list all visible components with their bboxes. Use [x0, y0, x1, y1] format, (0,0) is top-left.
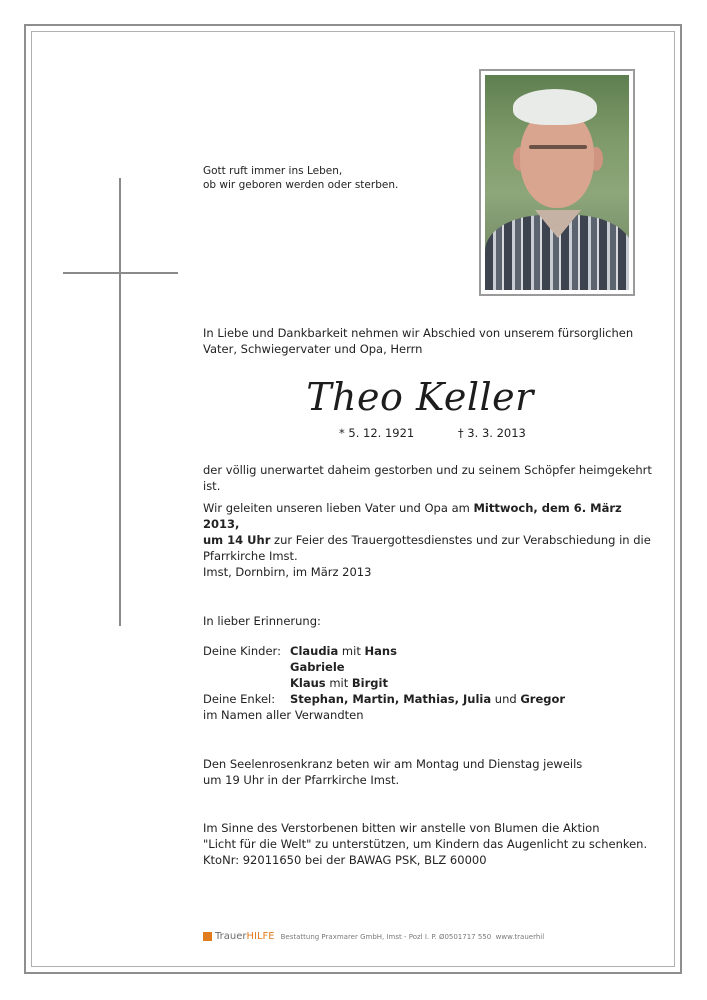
donation-line-3: KtoNr: 92011650 bei der BAWAG PSK, BLZ 60000 — [203, 853, 487, 867]
rosary-line-1: Den Seelenrosenkranz beten wir am Montag und Dienstag jeweils — [203, 757, 583, 771]
family-children-row-1 — [203, 643, 397, 659]
circumstance-text — [203, 462, 653, 494]
relatives-line: im Namen aller Verwandten — [203, 708, 364, 722]
logo-text — [215, 931, 275, 942]
child-name: Claudia — [290, 644, 339, 658]
grandchildren-names: Stephan, Martin, Mathias, Julia — [290, 692, 492, 706]
donation-line-1: Im Sinne des Verstorbenen bitten wir anstelle von Blumen die Aktion — [203, 821, 600, 835]
birth-date: * 5. 12. 1921 — [339, 426, 415, 440]
footer-phone: Ø0501717 550 — [438, 932, 492, 941]
child-name: Gabriele — [290, 660, 345, 674]
rosary-text — [203, 756, 582, 788]
footer — [203, 931, 544, 942]
partner-name: Hans — [364, 644, 397, 658]
quote — [203, 164, 398, 192]
intro-line-2: Vater, Schwiegervater und Opa, Herrn — [203, 342, 423, 356]
with-word: mit — [329, 676, 349, 690]
logo-main: Trauer — [215, 931, 247, 942]
portrait-hair — [513, 89, 597, 125]
portrait-glasses — [529, 145, 587, 149]
and-word: und — [494, 692, 517, 706]
quote-line-1: Gott ruft immer ins Leben, — [203, 165, 343, 177]
child-name: Klaus — [290, 676, 326, 690]
grandchildren-label: Deine Enkel: — [203, 692, 276, 706]
cross-vertical-bar — [119, 178, 121, 626]
funeral-line-3: Pfarrkirche Imst. — [203, 549, 298, 563]
with-word: mit — [341, 644, 361, 658]
family-children-row-2 — [203, 659, 345, 675]
children-label: Deine Kinder: — [203, 644, 281, 658]
rosary-line-2: um 19 Uhr in der Pfarrkirche Imst. — [203, 773, 400, 787]
death-date: † 3. 3. 2013 — [457, 426, 526, 440]
deceased-name: Theo Keller — [306, 375, 534, 419]
donation-line-2: "Licht für die Welt" zu unterstützen, um Kindern das Augenlicht zu schenken. — [203, 837, 648, 851]
partner-name: Birgit — [351, 676, 388, 690]
family-children-row-3 — [203, 675, 388, 691]
footer-web[interactable]: www.trauerhil — [495, 932, 545, 941]
portrait-frame — [479, 69, 635, 296]
life-dates — [339, 426, 566, 440]
portrait-photo — [485, 75, 629, 290]
funeral-line-2 — [203, 532, 653, 548]
cross-horizontal-bar — [63, 272, 178, 274]
funeral-date: Mittwoch, dem 6. März 2013, — [203, 501, 622, 531]
logo-icon — [203, 932, 212, 941]
funeral-line-1 — [203, 500, 653, 532]
grandchild-last-name: Gregor — [520, 692, 566, 706]
place-date: Imst, Dornbirn, im März 2013 — [203, 565, 372, 579]
remembrance-heading: In lieber Erinnerung: — [203, 614, 321, 628]
circumstance-line-2: ist. — [203, 479, 221, 493]
footer-company: Bestattung Praxmarer GmbH, Imst - Pozl I. P. — [280, 932, 437, 941]
family-grandchildren-row — [203, 691, 565, 707]
intro-text — [203, 325, 633, 357]
logo-accent: HILFE — [246, 931, 275, 942]
funeral-time: um 14 Uhr — [203, 533, 271, 547]
funeral-text — [203, 500, 653, 564]
intro-line-1: In Liebe und Dankbarkeit nehmen wir Abschied von unserem fürsorglichen — [203, 326, 634, 340]
funeral-pre: Wir geleiten unseren lieben Vater und Opa am — [203, 501, 474, 515]
donation-text — [203, 820, 663, 868]
quote-line-2: ob wir geboren werden oder sterben. — [203, 179, 399, 191]
circumstance-line-1: der völlig unerwartet daheim gestorben und zu seinem Schöpfer heimgekehrt — [203, 463, 652, 477]
funeral-post: zur Feier des Trauergottesdienstes und zur Verabschiedung in die — [270, 533, 651, 547]
